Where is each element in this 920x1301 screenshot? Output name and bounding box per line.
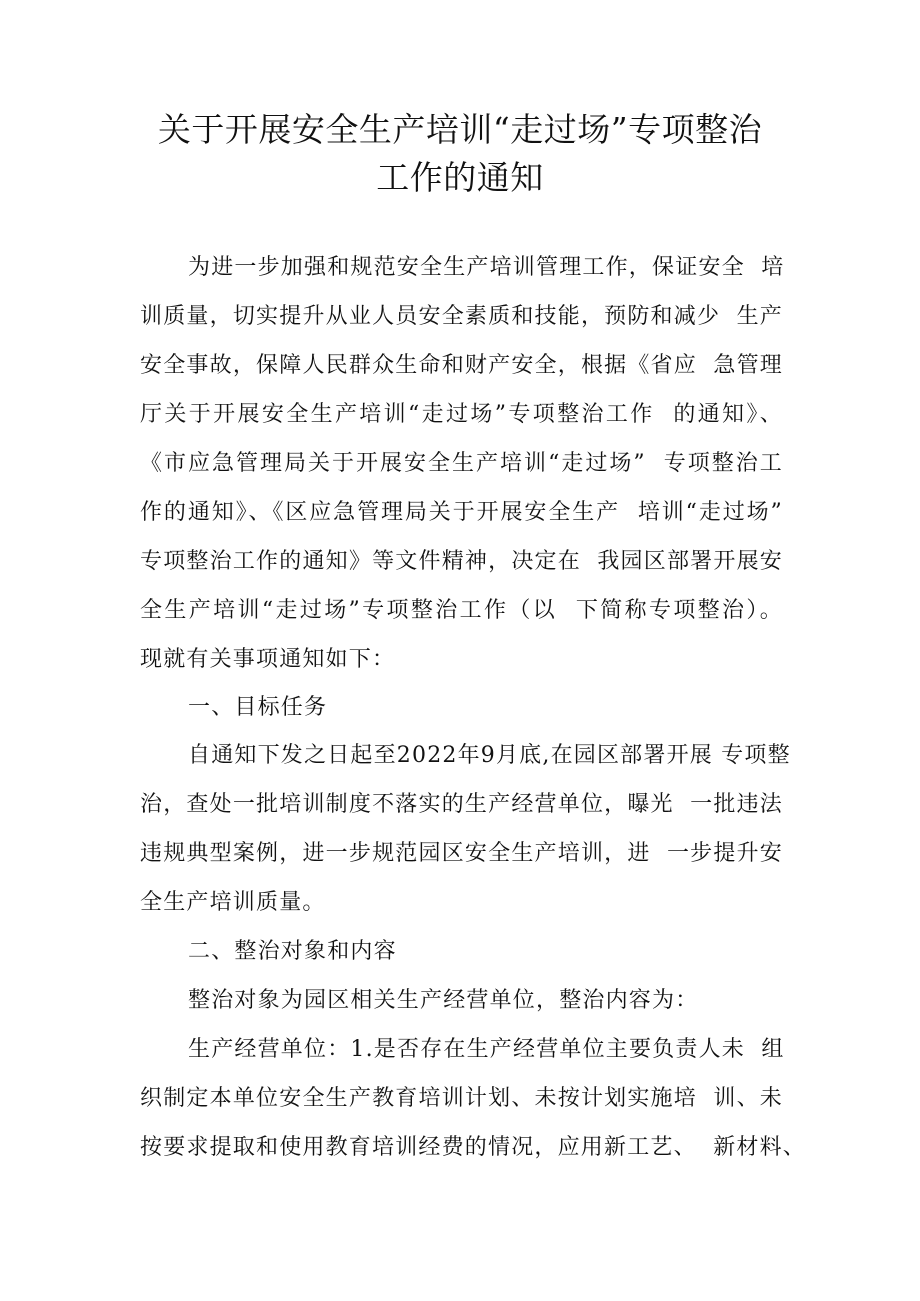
body-line: 厅关于开展安全生产培训“走过场”专项整治工作 的通知》、 [140,402,783,427]
body-line: 安全事故，保障人民群众生命和财产安全，根据《省应 急管理 [140,353,783,378]
section-heading-goals: 一、目标任务 [188,695,328,720]
body-line: 作的通知》、《区应急管理局关于开展安全生产 培训“走过场” [140,500,783,525]
body-line: 按要求提取和使用教育培训经费的情况，应用新工艺、 新材料、 [140,1135,806,1160]
body-line: 现就有关事项通知如下： [140,647,396,672]
body-line: 自通知下发之日起至2022年9月底,在园区部署开展 专项整 [188,743,791,768]
body-line: 整治对象为园区相关生产经营单位，整治内容为： [188,988,699,1013]
body-line: 织制定本单位安全生产教育培训计划、未按计划实施培 训、未 [140,1086,783,1111]
section-heading-targets: 二、整治对象和内容 [188,939,397,964]
body-line: 训质量，切实提升从业人员安全素质和技能，预防和减少 生产 [140,304,783,329]
body-line: 违规典型案例，进一步规范园区安全生产培训，进 一步提升安 [140,841,783,866]
body-line: 为进一步加强和规范安全生产培训管理工作，保证安全 培 [188,255,785,280]
body-line: 《市应急管理局关于开展安全生产培训“走过场” 专项整治工 [140,451,783,476]
document-title-line-1: 关于开展安全生产培训“走过场”专项整治 [157,110,763,149]
body-line: 生产经营单位：1.是否存在生产经营单位主要负责人未 组 [188,1037,785,1062]
body-line: 全生产培训“走过场”专项整治工作（以 下简称专项整治）。 [140,598,783,623]
body-line: 全生产培训质量。 [140,890,326,915]
body-line: 专项整治工作的通知》等文件精神，决定在 我园区部署开展安 [140,549,783,574]
document-title-line-2: 工作的通知 [376,158,544,197]
body-line: 治，查处一批培训制度不落实的生产经营单位，曝光 一批违法 [140,792,783,817]
